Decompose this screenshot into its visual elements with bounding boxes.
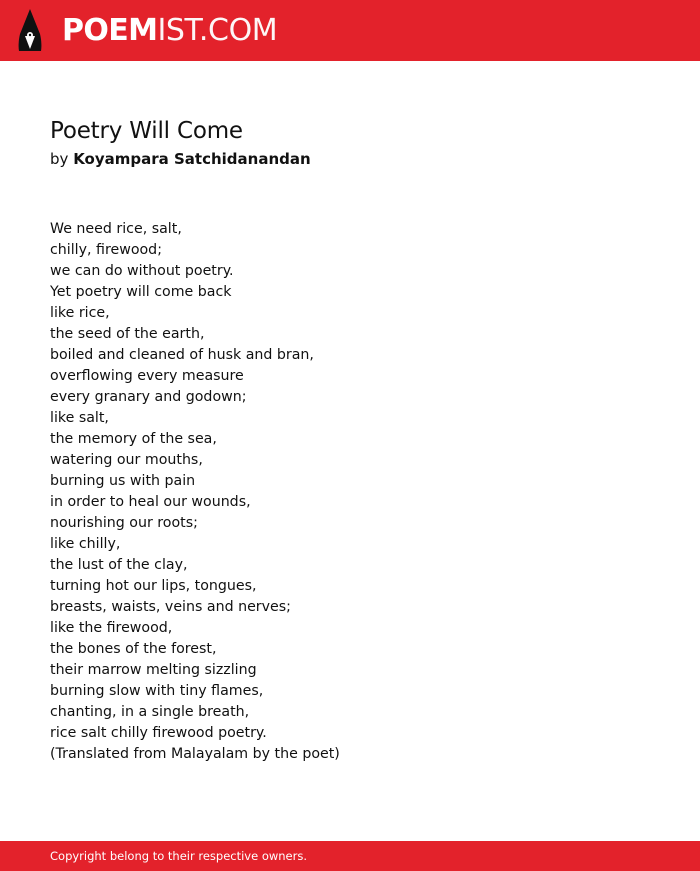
poem-line: burning us with pain [50, 473, 196, 489]
poem-line: the lust of the clay, [50, 557, 188, 573]
poem-line: like chilly, [50, 536, 121, 552]
poem-line: like rice, [50, 305, 110, 321]
poem-line: boiled and cleaned of husk and bran, [50, 347, 314, 363]
poem-translation-note: (Translated from Malayalam by the poet) [50, 746, 340, 762]
poem-body [50, 219, 650, 765]
poem-heading [50, 114, 650, 170]
poem-line: the memory of the sea, [50, 431, 217, 447]
site-footer [0, 841, 700, 871]
poem-line: Yet poetry will come back [50, 284, 232, 300]
poem-line: we can do without poetry. [50, 263, 234, 279]
site-logo-text[interactable] [62, 9, 277, 53]
brand-bold-text: POEM [62, 13, 158, 48]
poem-title: Poetry Will Come [50, 118, 243, 144]
poem-line: We need rice, salt, [50, 221, 182, 237]
poem-line: like the firewood, [50, 620, 173, 636]
poem-line: the bones of the forest, [50, 641, 217, 657]
poem-line: rice salt chilly firewood poetry. [50, 725, 267, 741]
poem-line: like salt, [50, 410, 109, 426]
poem-line: turning hot our lips, tongues, [50, 578, 257, 594]
poem-line: the seed of the earth, [50, 326, 205, 342]
poem-line: in order to heal our wounds, [50, 494, 251, 510]
poem-line: chilly, firewood; [50, 242, 162, 258]
poem-line: watering our mouths, [50, 452, 203, 468]
poem-line: burning slow with tiny flames, [50, 683, 264, 699]
copyright-text: Copyright belong to their respective owners. [50, 849, 308, 863]
poem-author: Koyampara Satchidanandan [73, 150, 311, 168]
poem-line: chanting, in a single breath, [50, 704, 250, 720]
poem-line: their marrow melting sizzling [50, 662, 257, 678]
byline-prefix: by [50, 150, 69, 168]
brand-light-text: IST.COM [157, 13, 278, 48]
pen-nib-icon[interactable] [17, 8, 43, 52]
poem-byline [50, 148, 650, 170]
poem-line: every granary and godown; [50, 389, 247, 405]
poem-line: overflowing every measure [50, 368, 244, 384]
site-header [0, 0, 700, 61]
poem-line: breasts, waists, veins and nerves; [50, 599, 291, 615]
poem-line: nourishing our roots; [50, 515, 198, 531]
